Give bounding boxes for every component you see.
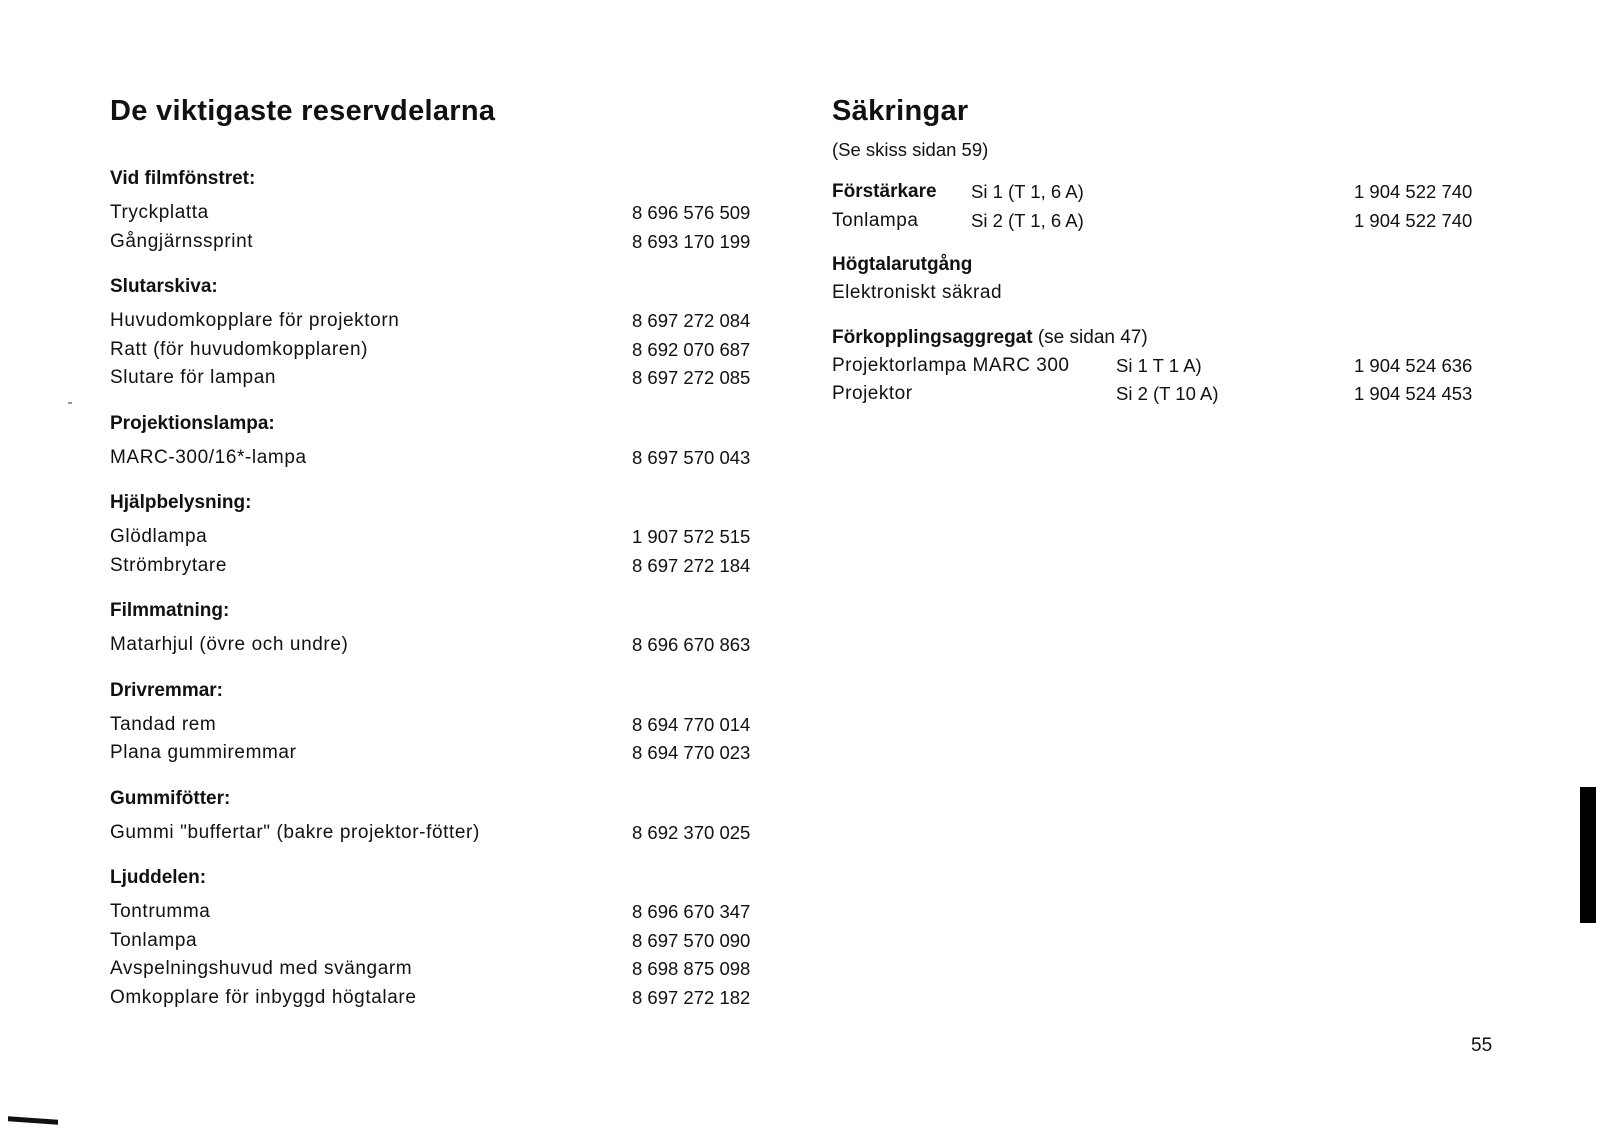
section-title: Drivremmar: xyxy=(110,679,223,701)
section-title: Gummifötter: xyxy=(110,787,231,809)
fuse-part-number: 1 904 522 740 xyxy=(1354,181,1473,202)
section-auxiliary-lighting xyxy=(110,489,790,580)
part-name: Glödlampa xyxy=(110,526,208,547)
ballast-title-line xyxy=(832,324,1492,352)
fuse-part-number: 1 904 522 740 xyxy=(1354,209,1473,231)
part-number: 8 697 570 090 xyxy=(632,929,751,951)
part-number: 8 698 875 098 xyxy=(632,958,751,979)
fuse-rating: Si 1 (T 1, 6 A) xyxy=(971,181,1084,202)
part-name: Tryckplatta xyxy=(110,202,209,223)
part-name: Slutare för lampan xyxy=(110,367,277,388)
part-name: MARC-300/16*-lampa xyxy=(110,446,307,468)
part-name: Matarhjul (övre och undre) xyxy=(110,634,349,655)
section-title: Projektionslampa: xyxy=(110,412,275,434)
part-number: 8 696 670 863 xyxy=(632,634,751,655)
ballast-fuses xyxy=(832,352,1492,409)
part-row xyxy=(110,898,790,927)
part-row xyxy=(110,711,790,740)
part-name: Gummi "buffertar" (bakre projektor-fötter) xyxy=(110,821,480,843)
part-name: Strömbrytare xyxy=(110,554,228,576)
section-shutter-disc xyxy=(110,273,790,393)
speaker-output-title: Högtalarutgång xyxy=(832,254,973,275)
part-row xyxy=(110,927,790,956)
part-name: Plana gummiremmar xyxy=(110,742,297,763)
part-number: 8 693 170 199 xyxy=(632,230,751,252)
part-name: Tonlampa xyxy=(110,929,198,951)
part-name: Avspelningshuvud med svängarm xyxy=(110,958,413,979)
part-row xyxy=(110,228,790,257)
fuses-subtitle: (Se skiss sidan 59) xyxy=(832,139,989,160)
section-sound-unit xyxy=(110,864,790,1012)
part-number: 8 697 272 085 xyxy=(632,367,751,388)
part-number: 8 694 770 023 xyxy=(632,742,751,763)
fuse-row xyxy=(832,352,1492,381)
scan-dust-speck xyxy=(68,402,72,404)
fuse-label: Projektor xyxy=(832,383,913,404)
fuse-part-number: 1 904 524 453 xyxy=(1354,383,1473,404)
spare-parts-title: De viktigaste reservdelarna xyxy=(110,95,496,127)
part-name: Huvudomkopplare för projektorn xyxy=(110,310,400,331)
spare-parts-column xyxy=(110,95,790,1029)
part-number: 8 697 272 084 xyxy=(632,310,751,331)
fuse-rating: Si 2 (T 10 A) xyxy=(1116,383,1219,404)
part-row xyxy=(110,444,790,473)
fuse-part-number: 1 904 524 636 xyxy=(1354,354,1473,376)
fuse-rating: Si 1 T 1 A) xyxy=(1116,354,1202,376)
section-title: Vid filmfönstret: xyxy=(110,168,256,189)
scan-corner-mark xyxy=(8,1116,58,1124)
part-number: 8 696 576 509 xyxy=(632,202,751,223)
fuse-row xyxy=(832,380,1492,409)
section-title: Filmmatning: xyxy=(110,600,230,621)
part-number: 8 697 272 184 xyxy=(632,554,751,576)
part-row xyxy=(110,631,790,660)
part-row xyxy=(110,307,790,336)
speaker-output-text: Elektroniskt säkrad xyxy=(832,282,1003,303)
section-title: Slutarskiva: xyxy=(110,276,218,297)
part-number: 8 694 770 014 xyxy=(632,713,751,735)
part-number: 8 696 670 347 xyxy=(632,901,751,922)
fuse-rating: Si 2 (T 1, 6 A) xyxy=(971,209,1084,231)
part-name: Tandad rem xyxy=(110,713,217,735)
part-number: 8 697 272 182 xyxy=(632,986,751,1008)
scan-edge-mark xyxy=(1580,787,1596,923)
part-name: Gångjärnssprint xyxy=(110,230,254,252)
section-projection-lamp xyxy=(110,410,790,473)
part-row xyxy=(110,523,790,552)
part-number: 8 692 370 025 xyxy=(632,821,751,843)
part-row xyxy=(110,984,790,1013)
fuse-row xyxy=(832,178,1492,207)
page-number: 55 xyxy=(1471,1035,1493,1056)
fuse-row xyxy=(832,207,1492,236)
part-name: Tontrumma xyxy=(110,901,211,922)
part-number: 8 697 570 043 xyxy=(632,446,751,468)
part-row xyxy=(110,739,790,768)
ballast-title: Förkopplingsaggregat xyxy=(832,326,1033,348)
ballast-note: (se sidan 47) xyxy=(1037,326,1148,348)
fuses-column xyxy=(832,95,1492,409)
part-number: 8 692 070 687 xyxy=(632,338,751,360)
amplifier-fuses xyxy=(832,178,1492,235)
fuse-label: Projektorlampa MARC 300 xyxy=(832,354,1070,376)
section-film-window xyxy=(110,165,790,256)
part-row xyxy=(110,336,790,365)
section-rubber-feet xyxy=(110,785,790,848)
section-drive-belts xyxy=(110,677,790,768)
section-film-feed xyxy=(110,597,790,660)
part-row xyxy=(110,364,790,393)
part-row xyxy=(110,819,790,848)
part-name: Ratt (för huvudomkopplaren) xyxy=(110,338,369,360)
part-name: Omkopplare för inbyggd högtalare xyxy=(110,986,417,1008)
part-row xyxy=(110,955,790,984)
fuse-label: Förstärkare xyxy=(832,181,937,202)
section-title: Hjälpbelysning: xyxy=(110,492,252,513)
part-number: 1 907 572 515 xyxy=(632,526,751,547)
part-row xyxy=(110,552,790,581)
fuses-title: Säkringar xyxy=(832,95,969,127)
part-row xyxy=(110,199,790,228)
fuse-label: Tonlampa xyxy=(832,209,919,231)
section-title: Ljuddelen: xyxy=(110,867,207,888)
